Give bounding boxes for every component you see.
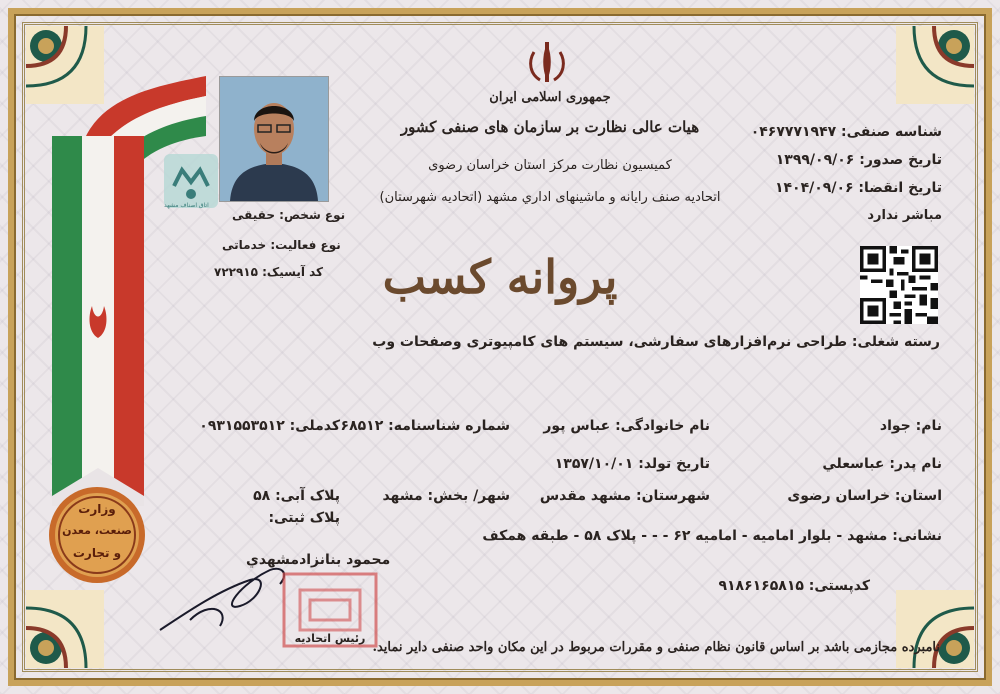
signatory-name: محمود بنانزادمشهدي xyxy=(246,552,391,568)
seal-line3: و تجارت xyxy=(72,546,122,560)
union-logo-text: اتاق اصناف مشهد xyxy=(164,202,209,209)
guild-id: شناسه صنفی: ۰۴۶۷۷۷۱۹۴۷ xyxy=(750,124,942,140)
address: نشانی: مشهد - بلوار امامیه - امامیه ۶۲ - - - پلاک ۵۸ - طبقه همکف xyxy=(482,528,942,544)
business-category: رسته شغلی: طراحی نرم‌افزارهای سفارشی، سیستم های کامپیوتری وصفحات وب xyxy=(372,334,940,350)
qr-code-icon xyxy=(860,246,938,324)
expiry-date: تاریخ انقضا: ۱۴۰۴/۰۹/۰۶ xyxy=(774,180,942,196)
ministry-seal xyxy=(46,484,148,586)
last-name: نام خانوادگی: عباس پور xyxy=(543,418,710,434)
activity-type: نوع فعالیت: خدماتی xyxy=(222,238,341,252)
manager-status: مباشر ندارد xyxy=(867,208,942,223)
birth-date: تاریخ تولد: ۱۳۵۷/۱۰/۰۱ xyxy=(554,456,710,472)
signatory-role: رئیس اتحادیه xyxy=(294,632,366,645)
person-type: نوع شخص: حقیقی xyxy=(232,208,346,222)
county: شهرستان: مشهد مقدس xyxy=(539,488,710,504)
province: استان: خراسان رضوی xyxy=(787,488,942,504)
first-name: نام: جواد xyxy=(879,418,942,434)
corner-ornament-icon xyxy=(896,26,974,104)
page-title: پروانه کسب xyxy=(382,250,618,304)
iran-emblem-icon xyxy=(524,40,570,86)
seal-line1: وزارت xyxy=(78,502,116,516)
father-name: نام پدر: عباسعلي xyxy=(822,456,942,472)
corner-ornament-icon xyxy=(26,590,104,668)
header-board: هیات عالی نظارت بر سازمان های صنفی کشور xyxy=(400,118,700,136)
national-code: کدملی: ۰۹۳۱۵۵۳۵۱۲ xyxy=(199,418,340,434)
id-number: شماره شناسنامه: ۶۸۵۱۲ xyxy=(340,418,510,434)
issue-date: تاریخ صدور: ۱۳۹۹/۰۹/۰۶ xyxy=(775,152,942,168)
isic-code: کد آیسیک: ۷۲۲۹۱۵ xyxy=(214,265,324,279)
plate-blue: پلاک آبی: ۵۸ xyxy=(253,488,340,504)
city: شهر/ بخش: مشهد xyxy=(382,488,510,504)
header-republic: جمهوری اسلامی ایران xyxy=(489,90,611,105)
applicant-photo xyxy=(219,76,329,202)
header-union: اتحادیه صنف رایانه و ماشینهای اداري مشهد (اتحادیه شهرستان) xyxy=(379,190,721,205)
signature-scribble xyxy=(150,560,300,640)
iran-flag-ribbon xyxy=(46,76,206,506)
seal-line2: صنعت، معدن xyxy=(62,524,132,537)
footer-note: نامبرده مجازمی باشد بر اساس قانون نظام صنفی و مقررات مربوط در این مکان واحد صنفی دایر نماید. xyxy=(372,640,940,655)
plate-registry: پلاک ثبتی: xyxy=(268,510,340,526)
corner-ornament-icon xyxy=(896,590,974,668)
header-commission: کمیسیون نظارت مرکز استان خراسان رضوی xyxy=(428,158,672,173)
postal-code: کدپستی: ۹۱۸۶۱۶۵۸۱۵ xyxy=(718,578,870,594)
